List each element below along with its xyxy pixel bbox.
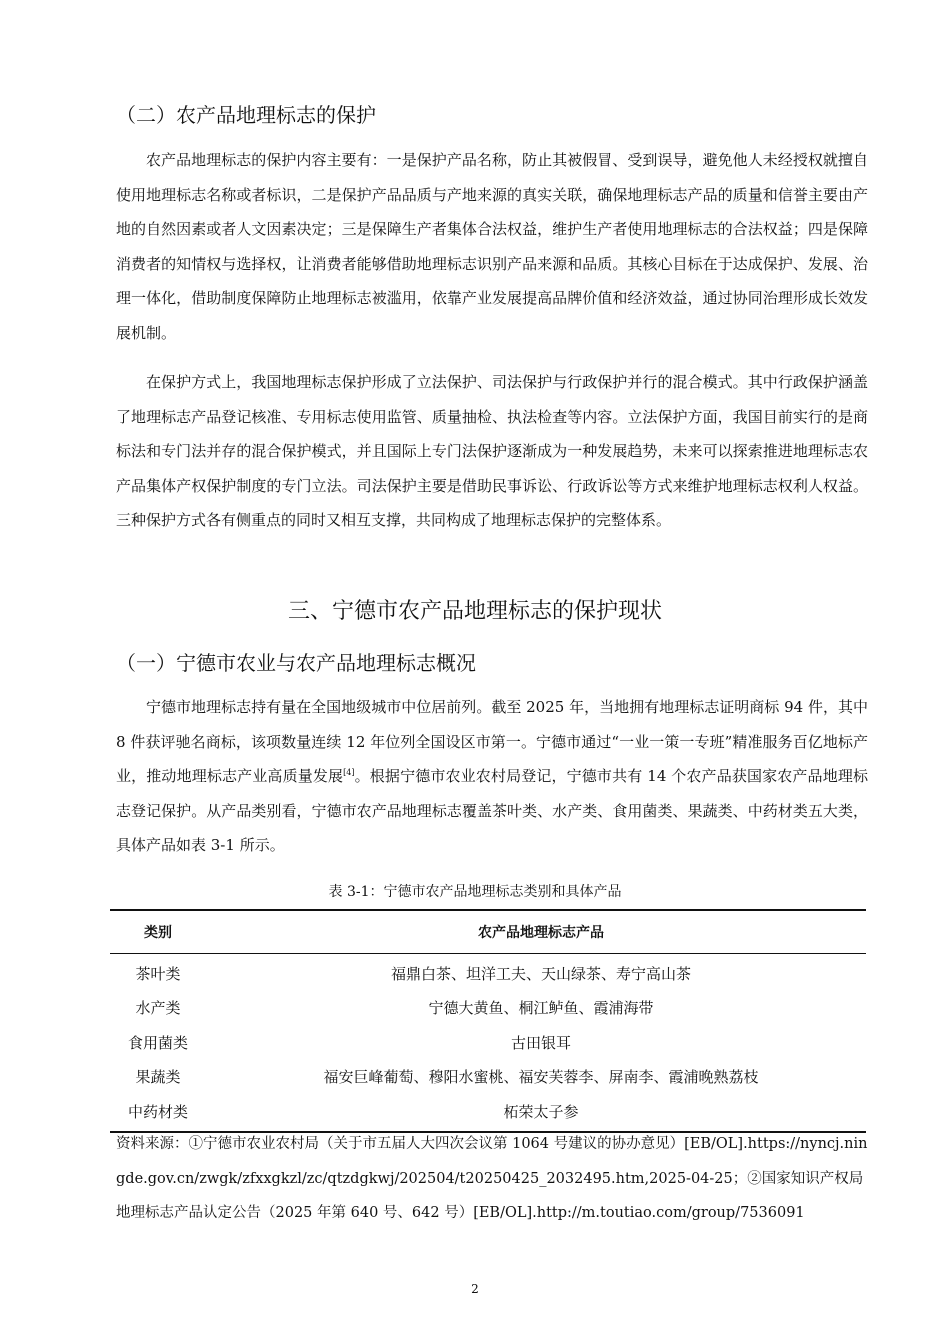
chapter-heading: 三、宁德市农产品地理标志的保护现状: [287, 599, 662, 624]
paragraph-protection-content: 农产品地理标志的保护内容主要有：一是保护产品名称，防止其被假冒、受到误导，避免他人未经授权就擅自使用地理标志名称或者标识，二是保护产品品质与产地来源的真实关联，确保地理标志产品的质量和信誉主要由产地的自然因素或者人文因素决定；三是保障生产者集体合法权益，维护生产者使用地理标志的合法权益；四是保障消费者的知情权与选择权，让消费者能够借助地理标志识别产品来源和品质。其核心目标在于达成保护、发展、治理一体化，借助制度保障防止地理标志被滥用，依靠产业发展提高品牌价值和经济效益，通过协同治理形成长效发展机制。: [116, 151, 868, 342]
source-note: 资料来源：①宁德市农业农村局（关于市五届人大四次会议第 1064 号建议的协办意见）[EB/OL].https://nyncj.ningde.gov.cn/zwgk/zfxxgkzl/zc/qtzdgkwj/202504/t20250425_2032495.htm,2025-04-25；②国家知识产权局地理标志产品认定公告（2025 年第 640 号、642 号）[EB/OL].http://m.toutiao.com/group/7536091: [116, 1136, 868, 1221]
paragraph-protection-methods: 在保护方式上，我国地理标志保护形成了立法保护、司法保护与行政保护并行的混合模式。其中行政保护涵盖了地理标志产品登记核准、专用标志使用监管、质量抽检、执法检查等内容。立法保护方面，我国目前实行的是商标法和专门法并存的混合保护模式，并且国际上专门法保护逐渐成为一种发展趋势，未来可以探索推进地理标志农产品集体产权保护制度的专门立法。司法保护主要是借助民事诉讼、行政诉讼等方式来维护地理标志权利人权益。三种保护方式各有侧重点的同时又相互支撑，共同构成了地理标志保护的完整体系。: [116, 373, 868, 529]
table-cell-products: 柘荣太子参: [503, 1102, 579, 1121]
page-number: 2: [471, 1282, 479, 1296]
header-category: 类别: [144, 925, 172, 941]
section-heading-protection: （二）农产品地理标志的保护: [116, 103, 376, 127]
citation-reference[interactable]: [4]: [343, 768, 355, 777]
paragraph-ningde-overview: [116, 690, 868, 863]
table-cell-products: 福安巨峰葡萄、穆阳水蜜桃、福安芙蓉李、屏南李、霞浦晚熟荔枝: [323, 1068, 759, 1087]
table-cell-products: 福鼎白茶、坦洋工夫、天山绿茶、寿宁高山茶: [390, 964, 691, 983]
table-row: [110, 1025, 866, 1060]
table-cell-category: 水产类: [135, 999, 181, 1018]
table-row: [110, 1094, 866, 1129]
table-cell-products: 古田银耳: [510, 1033, 571, 1052]
paragraph-text-part1: 宁德市地理标志持有量在全国地级城市中位居前列。截至 2025 年，当地拥有地理标志证明商标 94 件，其中 8 件获评驰名商标，该项数量连续 12 年位列全国设区市第一。宁德市通过“一业一策一专班”精准服务百亿地标产业，推动地理标志产业高质量发展: [116, 698, 868, 785]
table-cell-category: 果蔬类: [135, 1068, 181, 1087]
table-row: [110, 1060, 866, 1095]
table-caption: 表 3-1：宁德市农产品地理标志类别和具体产品: [328, 884, 622, 900]
paragraph-text-part2: 。根据宁德市农业农村局登记，宁德市共有 14 个农产品获国家农产品地理标志登记保护。从产品类别看，宁德市农产品地理标志覆盖茶叶类、水产类、食用菌类、果蔬类、中药材类五大类，具体产品如表 3-1 所示。: [116, 767, 868, 854]
header-products: 农产品地理标志产品: [478, 925, 604, 941]
table-body: [110, 954, 866, 1131]
table-cell-category: 茶叶类: [135, 964, 181, 983]
table-cell-category: 食用菌类: [127, 1033, 188, 1052]
table-cell-products: 宁德大黄鱼、桐江鲈鱼、霞浦海带: [428, 999, 654, 1018]
table-cell-category: 中药材类: [127, 1102, 188, 1121]
table-row: [110, 956, 866, 991]
section-heading-overview: （一）宁德市农业与农产品地理标志概况: [116, 651, 476, 675]
table-header-row: [110, 911, 866, 953]
table-row: [110, 991, 866, 1026]
geo-indication-table: [110, 909, 866, 1133]
